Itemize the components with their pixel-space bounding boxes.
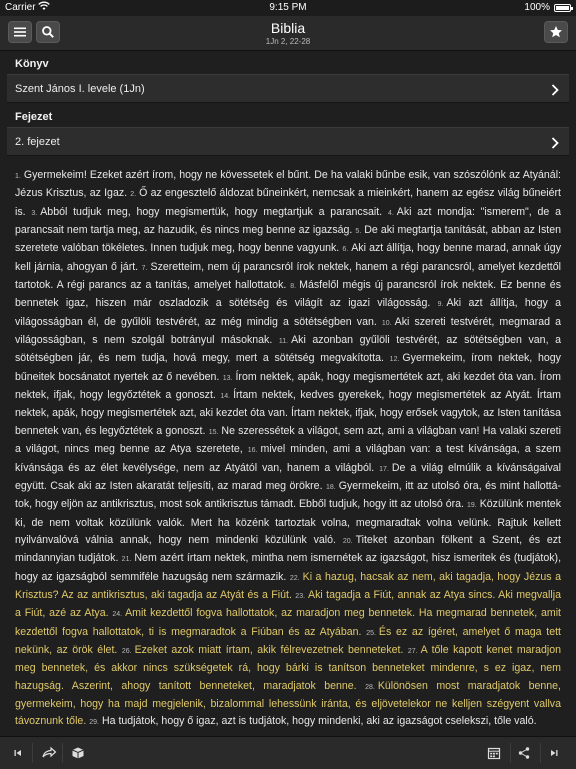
verse-number: 11. [278,338,289,346]
verse-number: 23. [295,592,306,600]
verse-text: Különösen most maradjatok benne, gyermekeim, hogy ha majd megjelenik, bizalommal lehessünk iránta, és eljövetelekor ne kelljen szégyent vallva távoznunk tőle. [15,679,561,728]
verse-text: Gyermekeim, írom nektek, hogy bűneitek bocsánatot nyertek az ő nevében. [15,352,561,383]
skip-last-icon [547,746,561,760]
verse-text: mivel minden, ami a világban van: a test kívánsága, a szem kívánsága és az élet kevélysége, nem az Atyától van, hanem a világból. [15,443,561,474]
verse-text: Ezeket azok miatt írtam, akik félrevezetnek benneteket. [134,643,404,656]
verse-number: 7. [141,264,148,272]
star-icon [549,25,563,39]
chevron-right-icon [551,83,559,101]
verse-text: Szeretteim, nem új parancsról írok nektek, hanem a régi parancsról, amelyet kezdettől tartotok. A régi parancs az a tanítás, amelyet hallottatok. [15,260,561,292]
verse-number: 8. [290,283,297,291]
calendar-icon [487,746,501,760]
verse-text: De a világ elmúlik a kívánságaival együtt. Csak aki az Isten akaratát teljesíti, az marad meg örökre. [15,461,562,492]
verse-number: 2. [130,191,137,199]
verse-number: 20. [342,537,353,545]
verse-text: Aki azonban gyűlöli testvérét, az sötétségben van, a sötétségben jár, és nem tudja, hová megy, mert a sötétség megvakította. [15,334,561,365]
skip-first-icon [11,746,25,760]
verse-text: Írom nektek, apák, hogy megismertétek azt, aki kezdet óta van. Írom nektek, ifjak, hogy legyőztétek a gonoszt. [15,370,561,402]
verse-text: Amit kezdettől fogva hallottatok, az maradjon meg bennetek. Ha megmarad bennetek, amit kezdettől fogva hallottatok, ti is megmaradtok a Fiúban és az Atyában. [15,607,561,638]
verse-number: 10. [381,319,392,327]
toolbar-divider [32,743,33,763]
verse-text: Gyermekeim, itt az utolsó óra, és mint hallottátok, hogy eljön az antikrisztus, most sok antikrisztus támadt. Ebből tudjuk, hogy itt az utolsó óra. [15,479,561,511]
verse-number: 17. [379,465,389,473]
verse-text: Gyermekeim! Ezeket azért írom, hogy ne kövessetek el bűnt. De ha valaki bűnbe esik, van szószólónk az Atyánál: Jézus Krisztus, az Igaz. [15,169,561,200]
verse-number: 5. [355,228,362,236]
share-arrow-icon [41,746,57,760]
share-node-icon [517,746,531,760]
book-selector[interactable] [7,74,569,103]
verse-text: Írtam nektek, kedves gyerekek, hogy megismertétek az Atyát. Írtam nektek, apák, hogy megismertétek azt, aki kezdet óta van. Írtam nektek, ifjak, hogy erősek vagytok, az Isten tanítása bennetek van, és legyőztétek a gonoszt. [15,389,561,437]
calendar-button[interactable] [484,743,506,763]
book-selector-value: Szent János I. levele (1Jn) [15,83,145,95]
verse-text: És ez az ígéret, amelyet ő maga tett nekünk, az örök élet. [15,625,561,656]
bottom-toolbar [0,736,576,769]
verse-text: Közülünk mentek ki, de nem voltak közülünk valók. Mert ha közénk tartoztak volna, megmaradtak volna velünk. Rajtuk kellett nyilvánvalóvá válnia annak, hogy nem mindenki közülünk való. [15,498,561,546]
navigation-bar [0,16,576,51]
chapter-selector[interactable] [7,127,569,156]
verse-text: Másfelől mégis új parancsról írok nektek. Ez benne és bennetek igaz, hiszen már oszladozik a sötétség és világít az igazi világosság. [15,279,561,310]
verse-text: Aki azt állítja, hogy a világosságban él, de gyűlöli testvérét, az még mindig a sötétségben van. [15,297,561,328]
verse-text: Abból tudjuk meg, hogy megismertük, hogy megtartjuk a parancsait. [40,205,383,218]
verse-text: Ne szeressétek a világot, sem azt, ami a világban van! Ha valaki szereti a világot, nincs meg benne az Atya szeretete, [15,424,561,456]
status-bar [0,0,576,16]
verse-number: 9. [437,301,444,309]
verse-text: Titeket azonban fölkent a Szent, és ezt mindannyian tudjátok. [15,533,561,565]
verse-number: 28. [365,683,375,691]
bookmark-button[interactable] [544,21,568,43]
verse-number: 15. [208,428,219,436]
chapter-selector-value: 2. fejezet [15,136,60,148]
verse-text: Ki a hazug, hacsak az nem, aki tagadja, hogy Jézus a Krisztus? Az az antikrisztus, aki tagadja az Atyát és a Fiút. [15,570,561,601]
share-button[interactable] [38,743,60,763]
verse[interactable] [89,715,536,727]
toolbar-divider [510,743,511,763]
verse-number: 19. [466,502,477,510]
verse-text: Aki azt állítja, hogy benne marad, annak úgy kell járnia, ahogyan ő járt. [15,242,561,273]
chevron-right-icon [551,136,559,154]
toolbar-divider [62,743,63,763]
verse-number: 25. [366,629,376,637]
carrier-label: Carrier [5,2,36,13]
verse-text: De aki megtartja tanítását, abban az Isten szeretete valóban tökéletes. Innen tudjuk meg, hogy benne vagyunk. [15,224,561,255]
chapter-section-label: Fejezet [15,111,53,123]
verse-number: 16. [247,447,258,455]
verse-text: Ő az engesztelő áldozat bűneinkért, nemcsak a mieinkért, hanem az egész világ bűneiért is. [15,187,562,218]
verse[interactable] [31,206,382,218]
verse-text: A tőle kapott kenet maradjon meg bennetek, és akkor nincs szükségetek rá, hogy bárki is tanítson benneteket mindenre, s ez igaz, nem hazugság. Aszerint, ahogy tanított benneteket, maradjatok benne. [15,643,562,692]
last-chapter-button[interactable] [544,743,566,763]
verse-number: 1. [15,173,21,180]
verse-number: 12. [389,356,400,364]
battery-icon [554,4,571,12]
page-subtitle: 1Jn 2, 22-28 [265,37,311,46]
verse-number: 29. [89,719,99,727]
cube-button[interactable] [68,743,90,763]
first-chapter-button[interactable] [8,743,30,763]
verse-number: 14. [220,393,231,401]
page-title: Biblia [270,20,306,36]
verse[interactable] [122,644,404,656]
verse-text: Nem azért írtam nektek, mintha nem ismernétek az igazságot, hisz ismeritek és (tudjátok), hogy az igazságból semmiféle hazugság nem származik. [15,552,562,583]
verse-number: 24. [112,611,123,619]
verse-number: 22. [289,574,300,582]
verse-text: Aki szereti testvérét, megmarad a világosságban, s nem szolgál botrányul másoknak. [15,315,561,347]
verse-number: 27. [407,647,418,655]
book-section-label: Könyv [15,58,49,70]
toolbar-divider [540,743,541,763]
share-node-button[interactable] [514,743,536,763]
verse-text: Aki azt mondja: "ismerem", de a parancsait nem tartja meg, az hazudik, és nincs meg benne az igazság. [15,205,561,237]
battery-percent: 100% [524,2,550,13]
verse-number: 4. [387,209,394,217]
verse-number: 26. [121,647,132,655]
chapter-text [15,167,561,732]
verse-number: 18. [326,483,336,491]
verse-text: Ha tudjátok, hogy ő igaz, azt is tudjátok, hogy mindenki, aki az igazságot cselekszi, tőle való. [101,715,537,728]
verse-number: 13. [222,374,233,382]
verse-number: 21. [121,556,132,564]
verse-number: 3. [31,209,38,217]
verse-text: Aki tagadja a Fiút, annak az Atya sincs. Aki megvallja a Fiút, azé az Atya. [15,588,561,620]
cube-icon [71,746,85,760]
verse-number: 6. [342,246,349,254]
status-time: 9:15 PM [269,2,307,13]
